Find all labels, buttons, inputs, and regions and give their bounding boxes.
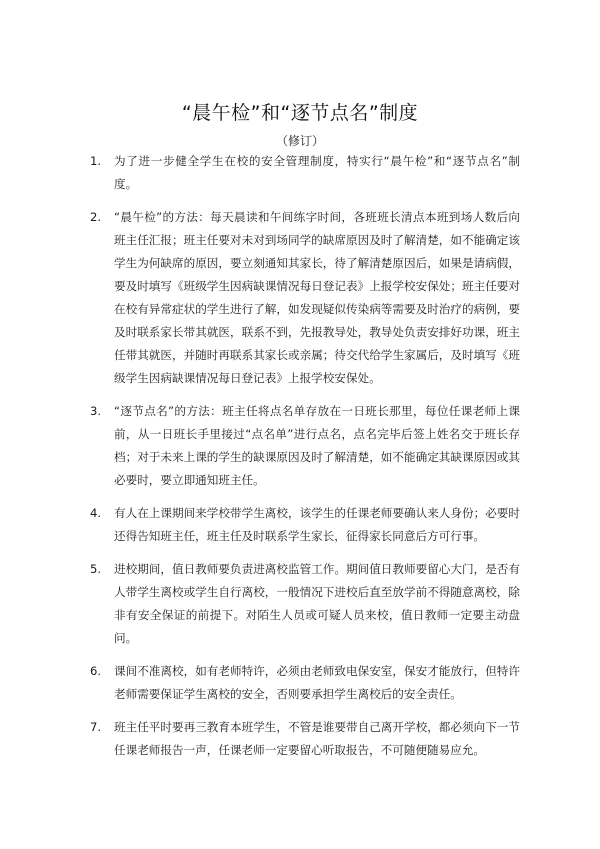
list-item-number: 5. [90,562,102,576]
document-subtitle: （修订） [275,134,324,148]
list-item [90,660,520,706]
list-item-number: 2. [90,210,102,224]
list-item-number: 6. [90,664,102,678]
list-item [90,502,520,548]
list-item-number: 4. [90,506,102,520]
list-item-text: “晨午检”的方法：每天晨读和午间练字时间，各班班长清点本班到场人数后向班主任汇报；班主任要对未对到场同学的缺席原因及时了解清楚，如不能确定该学生为何缺席的原因，要立刻通知其家长，待了解清楚原因后，如果是请病假，要及时填写《班级学生因病缺课情况每日登记表》上报学校安保处；班主任要对在校有异常症状的学生进行了解，如发现疑似传染病等需要及时治疗的病例，要及时联系家长带其就医，联系不到，先报教导处，教导处负责安排好功课，班主任带其就医，并随时再联系其家长或亲属；待交代给学生家属后，及时填写《班级学生因病缺课情况每日登记表》上报学校安保处。 [114,210,520,385]
list-item-text: 进校期间，值日教师要负责进离校监管工作。期间值日教师要留心大门，是否有人带学生离校或学生自行离校，一般情况下进校后直至放学前不得随意离校，除非有安全保证的前提下。对陌生人员或可疑人员来校，值日教师一定要主动盘问。 [114,562,520,645]
list-item [90,206,520,390]
list-item-text: 课间不准离校，如有老师特许，必须由老师致电保安室，保安才能放行，但特许老师需要保证学生离校的安全，否则要承担学生离校后的安全责任。 [114,664,520,701]
list-item-text: 班主任平时要再三教育本班学生，不管是谁要带自己离开学校，都必须向下一节任课老师报告一声，任课老师一定要留心听取报告，不可随便随易应允。 [114,720,520,757]
rules-list [90,150,520,772]
list-item [90,150,520,196]
list-item-text: 为了进一步健全学生在校的安全管理制度，特实行“晨午检”和“逐节点名”制度。 [114,154,520,191]
list-item [90,400,520,492]
list-item-text: “逐节点名”的方法：班主任将点名单存放在一日班长那里，每位任课老师上课前，从一日班长手里接过“点名单”进行点名，点名完毕后签上姓名交于班长存档；对于未来上课的学生的缺课原因及时了解清楚，如不能确定其缺课原因或其必要时，要立即通知班主任。 [114,404,520,487]
list-item [90,558,520,650]
list-item [90,716,520,762]
document-title: “晨午检”和“逐节点名”制度 [181,102,419,124]
list-item-number: 1. [90,154,102,168]
list-item-text: 有人在上课期间来学校带学生离校，该学生的任课老师要确认来人身份；必要时还得告知班主任，班主任及时联系学生家长，征得家长同意后方可行事。 [114,506,520,543]
list-item-number: 7. [90,720,102,734]
list-item-number: 3. [90,404,102,418]
